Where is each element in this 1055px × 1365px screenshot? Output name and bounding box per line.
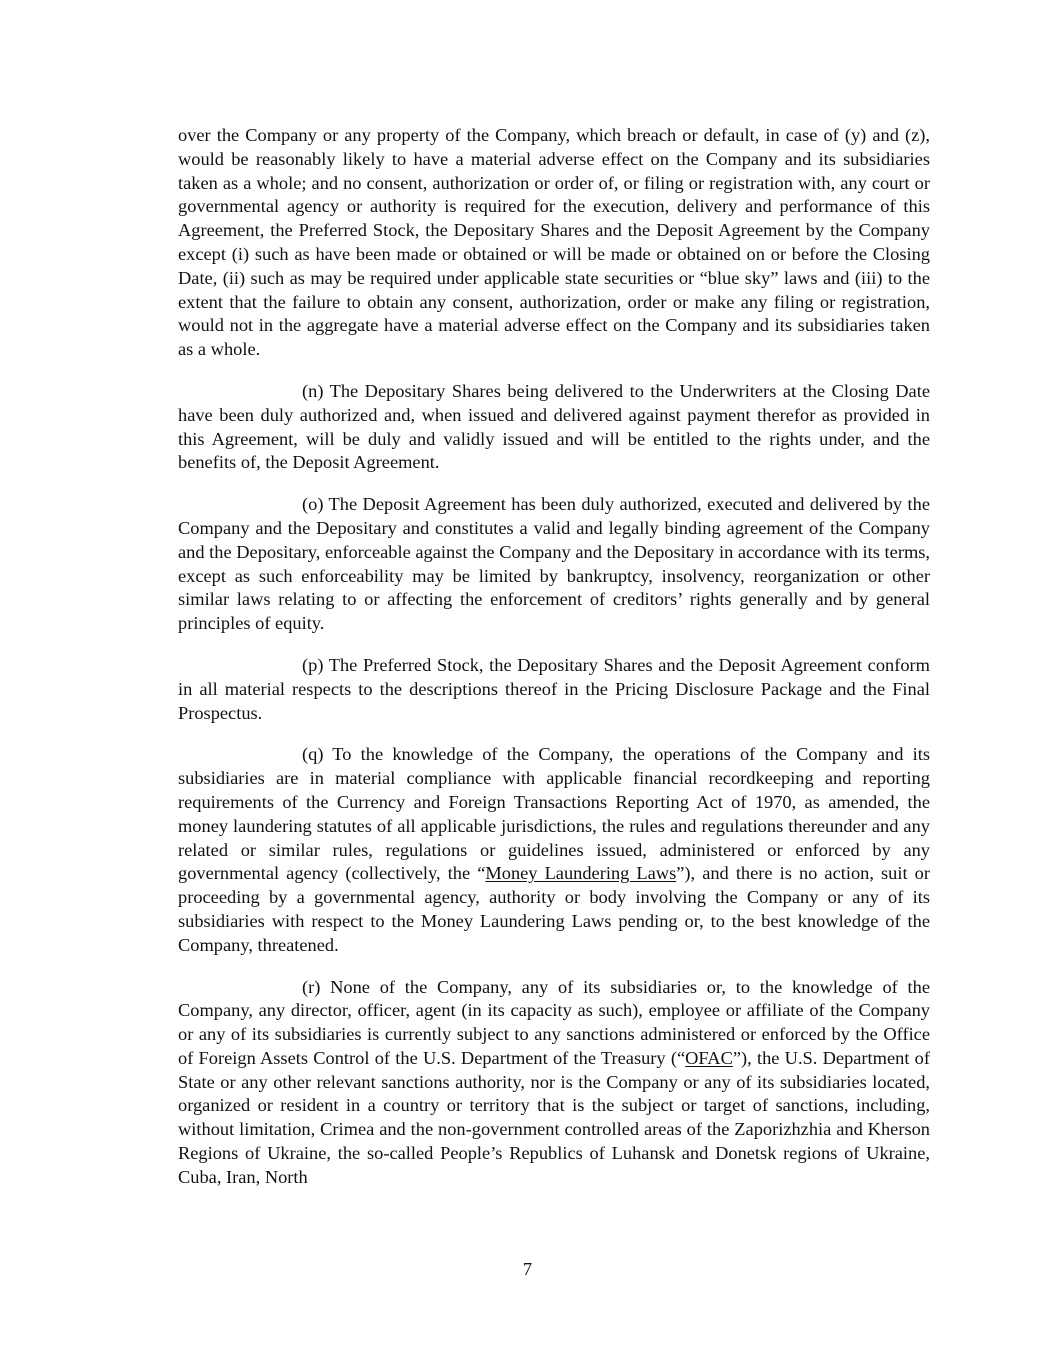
paragraph-o-deposit-agreement: (o) The Deposit Agreement has been duly authorized, executed and delivered by the Company and the Depositary and constitutes a valid and legally binding agreement of the Company and the Depositary, enforceable against the Company and the Depositary in accordance with its terms, except as such enforceability may be limited by bankruptcy, insolvency, reorganization or other similar laws relating to or affecting the enforcement of creditors’ rights generally and by general principles of equity. bbox=[178, 494, 930, 634]
document-body bbox=[178, 124, 930, 1208]
paragraph-q-text-after: ”), and there is no action, suit or proceeding by a governmental agency, authority or body involving the Company or any of its subsidiaries with respect to the Money Laundering Laws pending or, to the best knowledge of the Company, threatened. bbox=[178, 863, 930, 955]
defined-term-ofac: OFAC bbox=[685, 1047, 733, 1068]
paragraph-r-sanctions bbox=[178, 976, 930, 1190]
paragraph-n-depositary-shares: (n) The Depositary Shares being delivered to the Underwriters at the Closing Date have been duly authorized and, when issued and delivered against payment therefor as provided in this Agreement, will be duly and validly issued and will be entitled to the rights under, and the benefits of, the Deposit Agreement. bbox=[178, 380, 930, 473]
page-number: 7 bbox=[522, 1259, 533, 1279]
paragraph-continuation: over the Company or any property of the Company, which breach or default, in case of (y) and (z), would be reasonably likely to have a material adverse effect on the Company and its subsidiaries taken as a whole; and no consent, authorization or order of, or filing or registration with, any court or governmental agency or authority is required for the execution, delivery and performance of this Agreement, the Preferred Stock, the Depositary Shares and the Deposit Agreement by the Company except (i) such as have been made or obtained or will be made or obtained on or before the Closing Date, (ii) such as may be required under applicable state securities or “blue sky” laws and (iii) to the extent that the failure to obtain any consent, authorization, order or make any filing or registration, would not in the aggregate have a material adverse effect on the Company and its subsidiaries taken as a whole. bbox=[178, 125, 930, 360]
paragraph-r-text-before: (r) None of the Company, any of its subsidiaries or, to the knowledge of the Company, any director, officer, agent (in its capacity as such), employee or affiliate of the Company or any of its subsidiaries is currently subject to any sanctions administered or enforced by the Office of Foreign Assets Control of the U.S. Department of the Treasury (“ bbox=[178, 976, 930, 1068]
defined-term-money-laundering-laws: Money Laundering Laws bbox=[485, 863, 677, 884]
paragraph-q-text-before: (q) To the knowledge of the Company, the operations of the Company and its subsidiaries are in material compliance with applicable financial recordkeeping and reporting requirements of the Currency and Foreign Transactions Reporting Act of 1970, as amended, the money laundering statutes of all applicable jurisdictions, the rules and regulations thereunder and any related or similar rules, regulations or guidelines issued, administered or enforced by any governmental agency (collectively, the “ bbox=[178, 744, 930, 884]
paragraph-q-money-laundering bbox=[178, 743, 930, 957]
paragraph-p-conformity: (p) The Preferred Stock, the Depositary Shares and the Deposit Agreement conform in all material respects to the descriptions thereof in the Pricing Disclosure Package and the Final Prospectus. bbox=[178, 654, 930, 723]
paragraph-r-text-after: ”), the U.S. Department of State or any other relevant sanctions authority, nor is the Company or any of its subsidiaries located, organized or resident in a country or territory that is the subject or target of sanctions, including, without limitation, Crimea and the non-government controlled areas of the Zaporizhzhia and Kherson Regions of Ukraine, the so-called People’s Republics of Luhansk and Donetsk regions of Ukraine, Cuba, Iran, North bbox=[178, 1047, 930, 1187]
